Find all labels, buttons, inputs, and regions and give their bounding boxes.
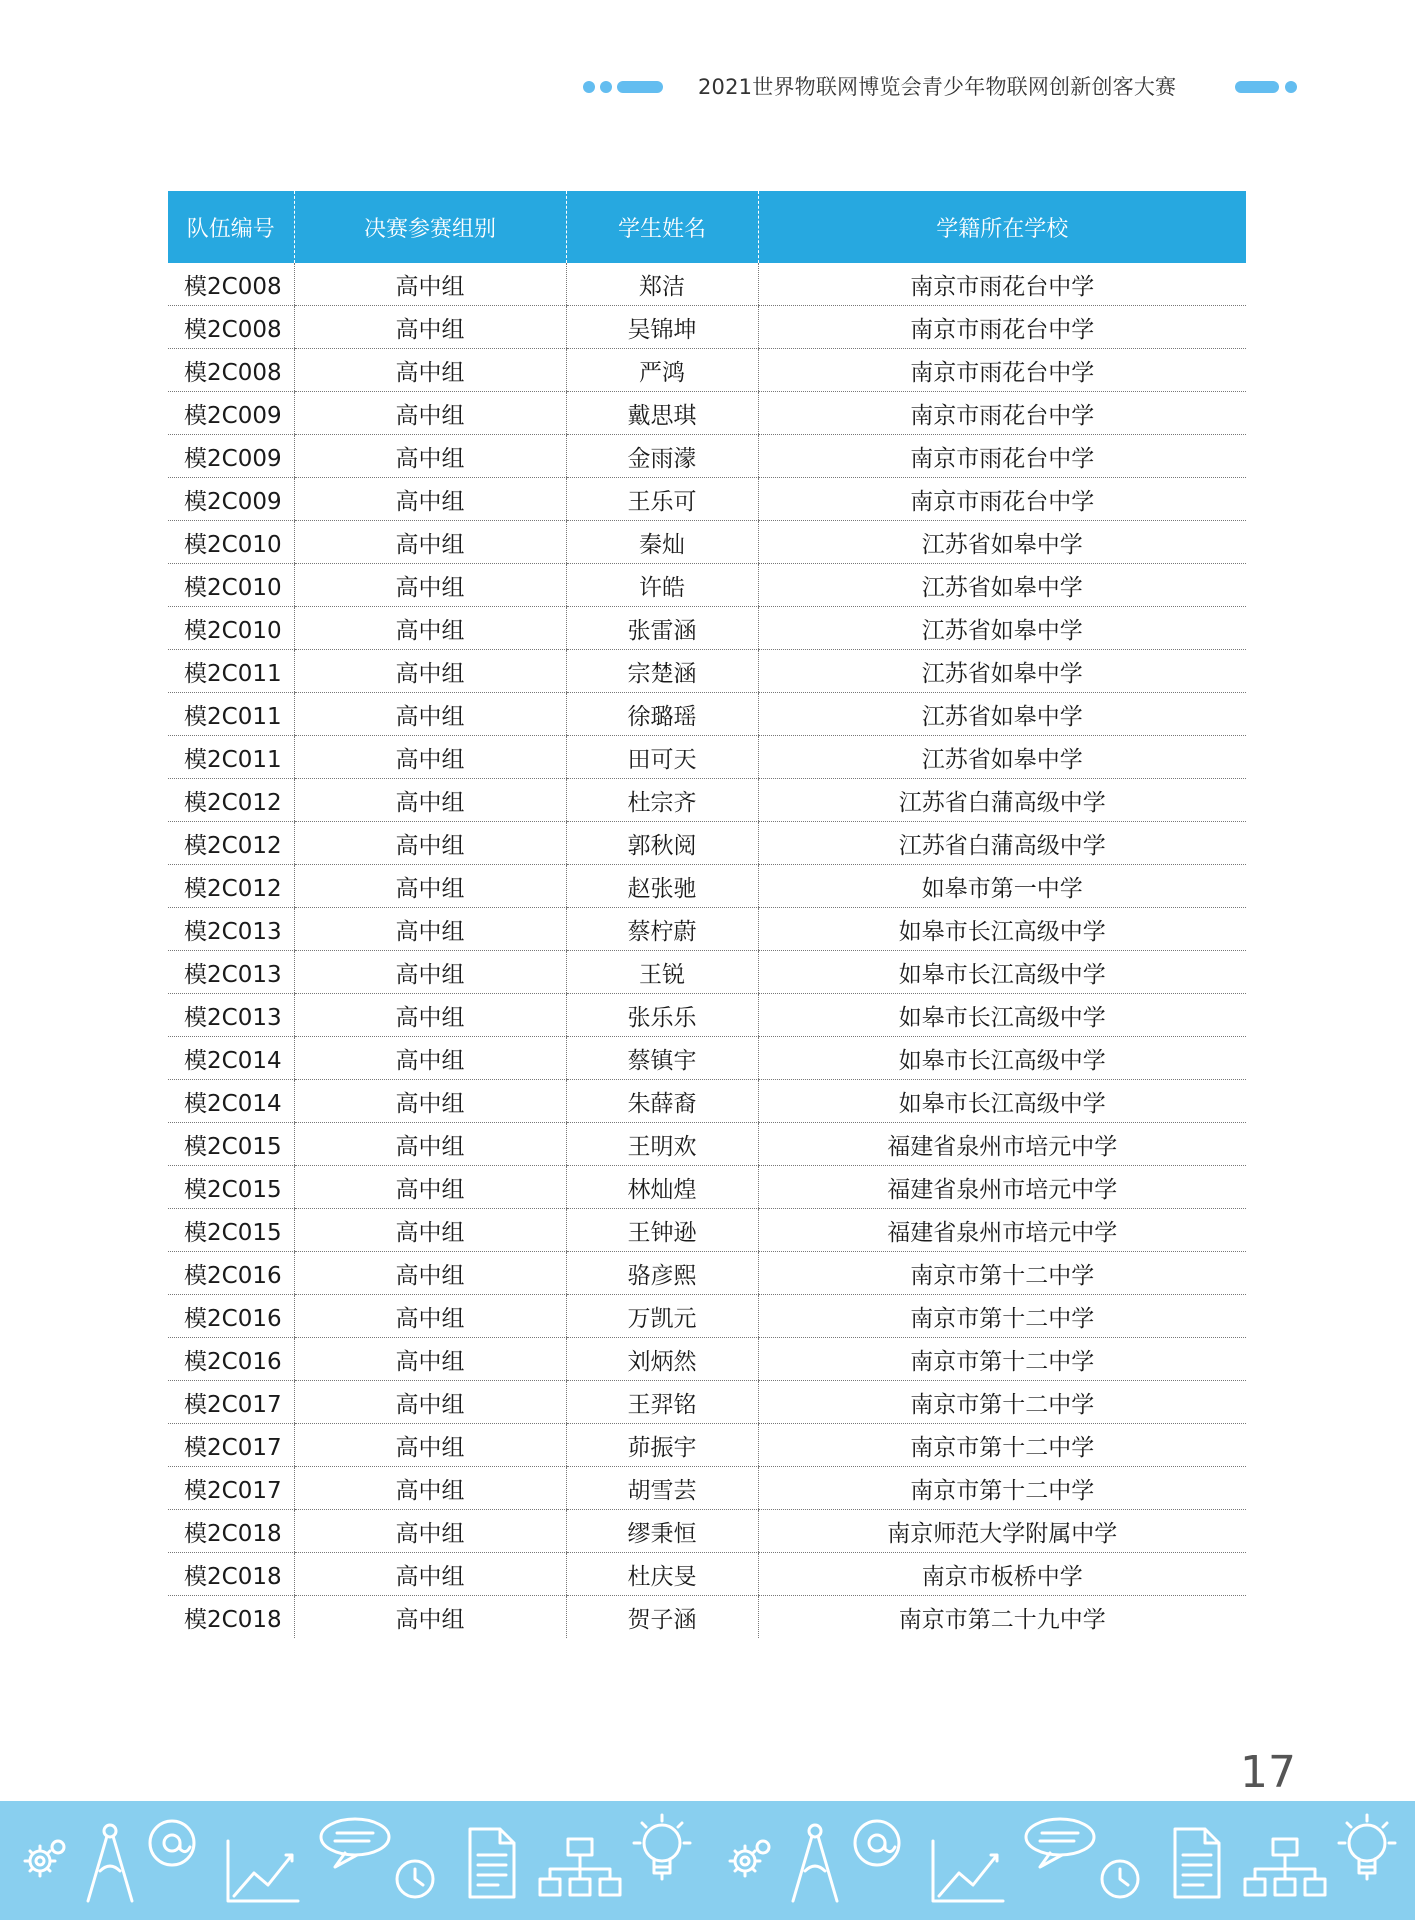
- header-title: 2021世界物联网博览会青少年物联网创新创客大赛: [698, 75, 1177, 99]
- cell-group: 高中组: [294, 263, 566, 306]
- table-row: [168, 1553, 1246, 1596]
- cell-school: 南京市第十二中学: [758, 1338, 1246, 1381]
- cell-team-id: 模2C016: [168, 1252, 294, 1295]
- cell-student-name: 刘炳然: [566, 1338, 758, 1381]
- lightbulb-icon: [634, 1815, 690, 1879]
- participants-table: [168, 191, 1246, 1638]
- cell-group: 高中组: [294, 1553, 566, 1596]
- cell-team-id: 模2C015: [168, 1166, 294, 1209]
- cell-group: 高中组: [294, 650, 566, 693]
- table-body: [168, 263, 1246, 1638]
- cell-team-id: 模2C017: [168, 1381, 294, 1424]
- cell-team-id: 模2C013: [168, 951, 294, 994]
- cell-student-name: 赵张驰: [566, 865, 758, 908]
- cell-group: 高中组: [294, 349, 566, 392]
- cell-school: 江苏省如皋中学: [758, 607, 1246, 650]
- cell-group: 高中组: [294, 1338, 566, 1381]
- cell-student-name: 杜宗齐: [566, 779, 758, 822]
- cell-team-id: 模2C014: [168, 1080, 294, 1123]
- cell-school: 江苏省如皋中学: [758, 650, 1246, 693]
- cell-student-name: 骆彦熙: [566, 1252, 758, 1295]
- page-header: [0, 72, 1415, 102]
- cell-student-name: 王明欢: [566, 1123, 758, 1166]
- cell-student-name: 田可天: [566, 736, 758, 779]
- cell-group: 高中组: [294, 1123, 566, 1166]
- cell-student-name: 蔡柠蔚: [566, 908, 758, 951]
- cell-group: 高中组: [294, 1424, 566, 1467]
- cell-team-id: 模2C009: [168, 435, 294, 478]
- cell-team-id: 模2C015: [168, 1209, 294, 1252]
- cell-group: 高中组: [294, 478, 566, 521]
- cell-group: 高中组: [294, 865, 566, 908]
- table-row: [168, 1596, 1246, 1639]
- cell-school: 江苏省如皋中学: [758, 521, 1246, 564]
- cell-school: 南京市雨花台中学: [758, 435, 1246, 478]
- cell-school: 江苏省如皋中学: [758, 693, 1246, 736]
- table-row: [168, 521, 1246, 564]
- cell-school: 如皋市长江高级中学: [758, 908, 1246, 951]
- page-number: 17: [1240, 1747, 1296, 1798]
- cell-team-id: 模2C011: [168, 650, 294, 693]
- cell-group: 高中组: [294, 1295, 566, 1338]
- cell-team-id: 模2C012: [168, 865, 294, 908]
- cell-student-name: 徐璐瑶: [566, 693, 758, 736]
- cell-student-name: 王乐可: [566, 478, 758, 521]
- cell-school: 南京市第十二中学: [758, 1467, 1246, 1510]
- cell-group: 高中组: [294, 779, 566, 822]
- footer-banner: [0, 1801, 1415, 1920]
- table-row: [168, 1381, 1246, 1424]
- cell-school: 江苏省如皋中学: [758, 736, 1246, 779]
- cell-group: 高中组: [294, 1381, 566, 1424]
- gear-icon: [25, 1841, 64, 1876]
- cell-team-id: 模2C008: [168, 263, 294, 306]
- cell-team-id: 模2C012: [168, 779, 294, 822]
- cell-student-name: 秦灿: [566, 521, 758, 564]
- table-row: [168, 779, 1246, 822]
- table-row: [168, 1424, 1246, 1467]
- cell-student-name: 郑洁: [566, 263, 758, 306]
- cell-group: 高中组: [294, 1080, 566, 1123]
- cell-group: 高中组: [294, 994, 566, 1037]
- cell-team-id: 模2C010: [168, 607, 294, 650]
- cell-team-id: 模2C014: [168, 1037, 294, 1080]
- cell-school: 南京市第十二中学: [758, 1381, 1246, 1424]
- cell-group: 高中组: [294, 822, 566, 865]
- cell-team-id: 模2C011: [168, 693, 294, 736]
- column-header-student-name: 学生姓名: [566, 191, 758, 263]
- cell-school: 南京市板桥中学: [758, 1553, 1246, 1596]
- cell-group: 高中组: [294, 1166, 566, 1209]
- cell-school: 福建省泉州市培元中学: [758, 1123, 1246, 1166]
- table-row: [168, 478, 1246, 521]
- table-row: [168, 435, 1246, 478]
- cell-team-id: 模2C016: [168, 1295, 294, 1338]
- table-row: [168, 650, 1246, 693]
- cell-team-id: 模2C015: [168, 1123, 294, 1166]
- clock-icon: [397, 1861, 433, 1897]
- cell-team-id: 模2C011: [168, 736, 294, 779]
- at-icon: [150, 1821, 194, 1865]
- cell-team-id: 模2C010: [168, 564, 294, 607]
- cell-group: 高中组: [294, 693, 566, 736]
- table-row: [168, 865, 1246, 908]
- table-row: [168, 822, 1246, 865]
- cell-team-id: 模2C009: [168, 392, 294, 435]
- cell-school: 福建省泉州市培元中学: [758, 1166, 1246, 1209]
- cell-team-id: 模2C018: [168, 1553, 294, 1596]
- compass-icon: [88, 1825, 132, 1901]
- cell-school: 如皋市长江高级中学: [758, 1037, 1246, 1080]
- cell-student-name: 王钟逊: [566, 1209, 758, 1252]
- cell-student-name: 严鸿: [566, 349, 758, 392]
- cell-team-id: 模2C018: [184, 1606, 282, 1633]
- cell-group: 高中组: [294, 1037, 566, 1080]
- cell-school: 江苏省白蒲高级中学: [758, 779, 1246, 822]
- footer-icons: [0, 1801, 1415, 1920]
- cell-group: 高中组: [294, 521, 566, 564]
- cell-school: 南京市雨花台中学: [758, 263, 1246, 306]
- cell-school: 江苏省白蒲高级中学: [758, 822, 1246, 865]
- cell-school: 南京市第十二中学: [758, 1252, 1246, 1295]
- cell-group: 高中组: [294, 564, 566, 607]
- cell-student-name: 朱薛裔: [566, 1080, 758, 1123]
- cell-student-name: 郭秋阅: [566, 822, 758, 865]
- cell-team-id: 模2C017: [168, 1424, 294, 1467]
- cell-school: 如皋市第一中学: [758, 865, 1246, 908]
- cell-student-name: 缪秉恒: [566, 1510, 758, 1553]
- cell-group: 高中组: [294, 306, 566, 349]
- table-row: [168, 1467, 1246, 1510]
- cell-group: 高中组: [294, 1510, 566, 1553]
- cell-group: 高中组: [294, 607, 566, 650]
- chart-icon: [228, 1841, 298, 1901]
- cell-group: 高中组: [294, 1252, 566, 1295]
- cell-school: 福建省泉州市培元中学: [758, 1209, 1246, 1252]
- table-row: [168, 908, 1246, 951]
- cell-school: 南京市第二十九中学: [758, 1596, 1246, 1639]
- cell-group: 高中组: [294, 392, 566, 435]
- cell-group: 高中组: [294, 435, 566, 478]
- cell-student-name: 茆振宇: [566, 1424, 758, 1467]
- table-row: [168, 1037, 1246, 1080]
- cell-student-name: 万凯元: [566, 1295, 758, 1338]
- speech-bubble-icon: [321, 1819, 389, 1867]
- cell-school: 南京市雨花台中学: [758, 478, 1246, 521]
- cell-school: 南京市雨花台中学: [758, 306, 1246, 349]
- table-row: [168, 607, 1246, 650]
- table-row: [168, 994, 1246, 1037]
- cell-group: 高中组: [294, 1467, 566, 1510]
- cell-group: 高中组: [294, 1596, 566, 1639]
- cell-team-id: 模2C009: [168, 478, 294, 521]
- cell-student-name: 杜庆旻: [566, 1553, 758, 1596]
- cell-team-id: 模2C008: [168, 306, 294, 349]
- table-row: [168, 1166, 1246, 1209]
- cell-student-name: 胡雪芸: [566, 1467, 758, 1510]
- cell-group: 高中组: [294, 1209, 566, 1252]
- column-header-school: 学籍所在学校: [758, 191, 1246, 263]
- cell-student-name: 戴思琪: [566, 392, 758, 435]
- cell-school: 如皋市长江高级中学: [758, 951, 1246, 994]
- cell-school: 南京市雨花台中学: [758, 349, 1246, 392]
- cell-group: 高中组: [294, 736, 566, 779]
- table-row: [168, 392, 1246, 435]
- table-header-row: [168, 191, 1246, 263]
- flowchart-icon: [540, 1839, 620, 1895]
- cell-school: 如皋市长江高级中学: [758, 994, 1246, 1037]
- cell-student-name: 王锐: [566, 951, 758, 994]
- table-row: [168, 1252, 1246, 1295]
- cell-student-name: 蔡镇宇: [566, 1037, 758, 1080]
- table-row: [168, 263, 1246, 306]
- cell-team-id: 模2C017: [168, 1467, 294, 1510]
- cell-student-name: 吴锦坤: [566, 306, 758, 349]
- header-decoration-left: [583, 81, 663, 93]
- cell-student-name: 张雷涵: [566, 607, 758, 650]
- header-decoration-right: [1235, 81, 1297, 93]
- cell-school: 如皋市长江高级中学: [758, 1080, 1246, 1123]
- table-row: [168, 1123, 1246, 1166]
- document-icon: [470, 1829, 514, 1897]
- table-row: [168, 564, 1246, 607]
- cell-student-name: 王羿铭: [566, 1381, 758, 1424]
- cell-team-id: 模2C012: [168, 822, 294, 865]
- cell-school: 南京师范大学附属中学: [758, 1510, 1246, 1553]
- table-row: [168, 1080, 1246, 1123]
- cell-group: 高中组: [294, 908, 566, 951]
- table-row: [168, 736, 1246, 779]
- table-row: [168, 1209, 1246, 1252]
- cell-team-id: 模2C008: [168, 349, 294, 392]
- table-row: [168, 1338, 1246, 1381]
- table-row: [168, 1295, 1246, 1338]
- cell-school: 江苏省如皋中学: [758, 564, 1246, 607]
- cell-student-name: 金雨濛: [566, 435, 758, 478]
- table-row: [168, 349, 1246, 392]
- cell-student-name: 张乐乐: [566, 994, 758, 1037]
- cell-team-id: 模2C010: [168, 521, 294, 564]
- cell-team-id: 模2C013: [168, 994, 294, 1037]
- cell-student-name: 许皓: [566, 564, 758, 607]
- cell-student-name: 贺子涵: [566, 1596, 758, 1639]
- table-row: [168, 693, 1246, 736]
- column-header-team-id: 队伍编号: [168, 191, 294, 263]
- cell-student-name: 林灿煌: [566, 1166, 758, 1209]
- table-row: [168, 306, 1246, 349]
- cell-team-id: 模2C013: [168, 908, 294, 951]
- table-row: [168, 1510, 1246, 1553]
- cell-team-id: 模2C018: [168, 1510, 294, 1553]
- cell-student-name: 宗楚涵: [566, 650, 758, 693]
- cell-school: 南京市第十二中学: [758, 1295, 1246, 1338]
- column-header-group: 决赛参赛组别: [294, 191, 566, 263]
- table-row: [168, 951, 1246, 994]
- cell-group: 高中组: [294, 951, 566, 994]
- cell-school: 南京市第十二中学: [758, 1424, 1246, 1467]
- cell-school: 南京市雨花台中学: [758, 392, 1246, 435]
- cell-team-id: 模2C016: [168, 1338, 294, 1381]
